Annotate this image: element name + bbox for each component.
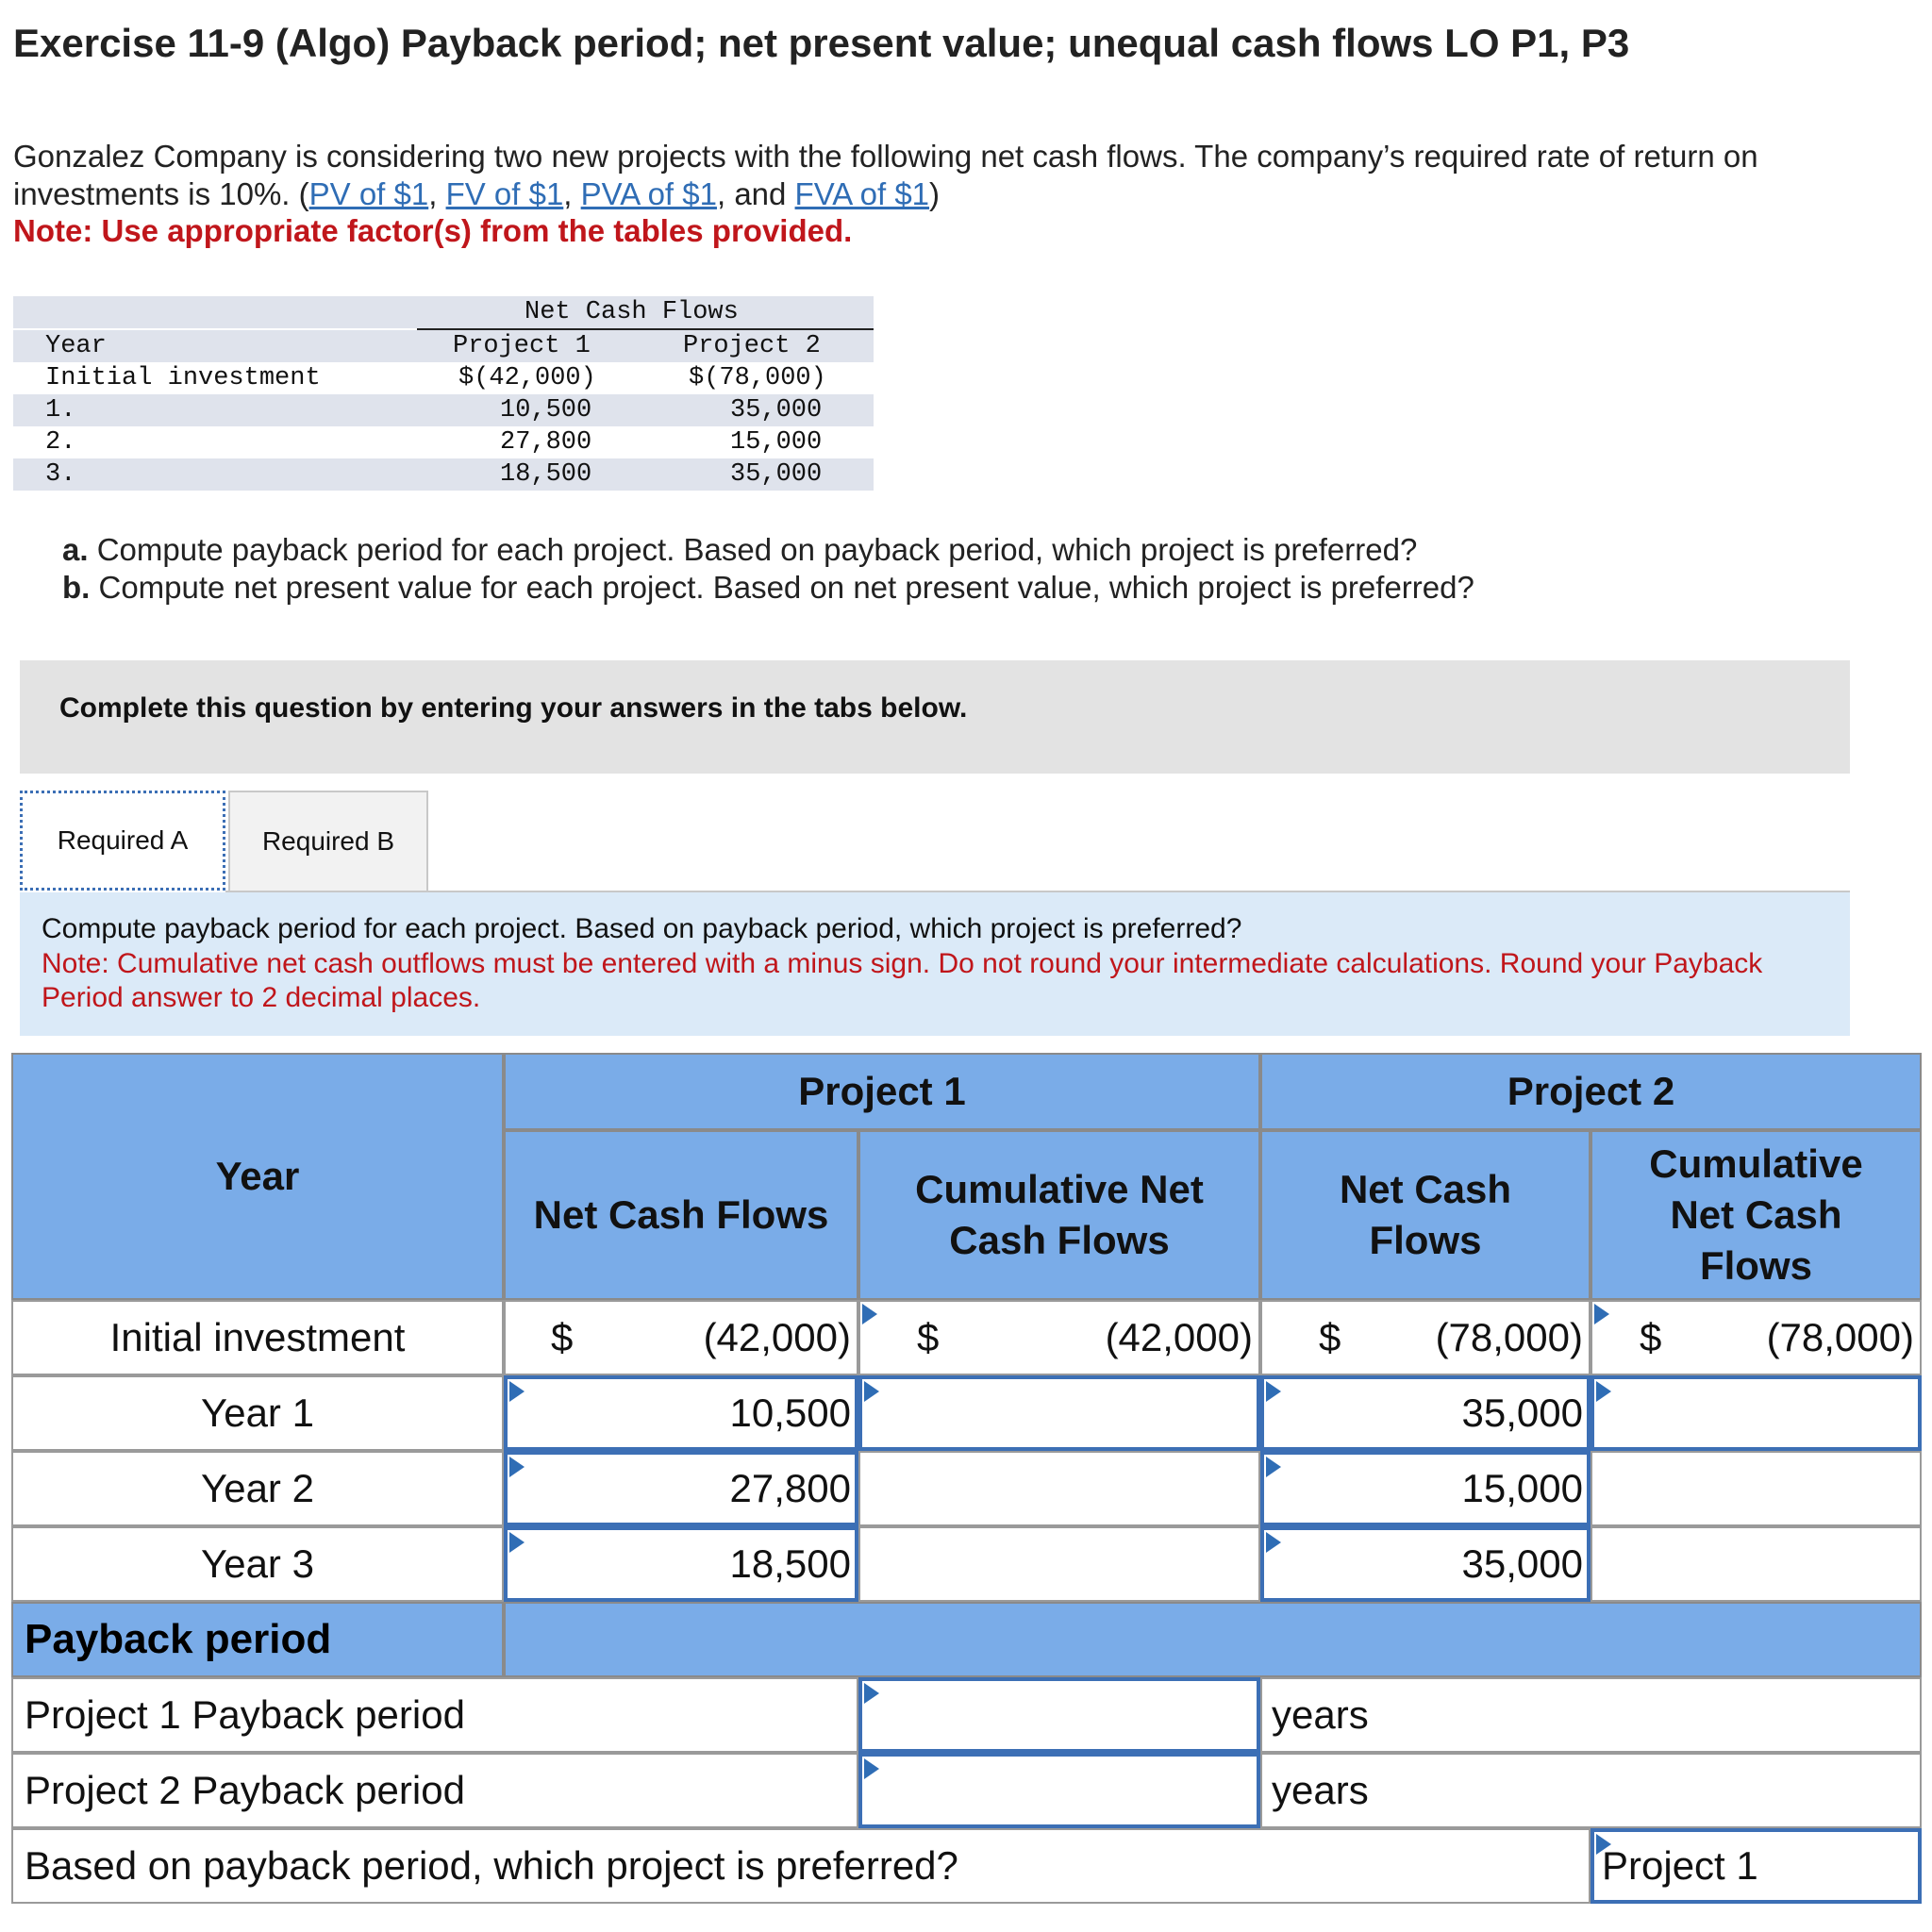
p2-year1-cumulative-input[interactable] (1591, 1375, 1922, 1451)
intro-text: Gonzalez Company is considering two new projects with the following net cash flows. The company’s required rate of return on investments is 10%. ( (13, 139, 1758, 211)
question-a (62, 532, 1417, 568)
p1-year1-ncf-input[interactable] (504, 1375, 858, 1451)
project2-title-text: Project 2 (1507, 1069, 1675, 1113)
input-marker-icon (1596, 1834, 1611, 1855)
p1-ncf-value: 10,500 (729, 1391, 851, 1435)
p2-cumulative-value: (78,000) (1766, 1315, 1914, 1359)
input-marker-icon (864, 1683, 879, 1704)
question-b (62, 570, 1474, 606)
p1-initial-cumulative (858, 1300, 1260, 1375)
given-p2-value: 15,000 (730, 428, 823, 457)
tab-required-b[interactable]: Required B (228, 791, 428, 891)
factor-note: Note: Use appropriate factor(s) from the tables provided. (13, 213, 853, 248)
net-cash-flows-header: Net Cash Flows (525, 298, 739, 326)
given-row (13, 362, 874, 394)
row-label-text: Year 3 (201, 1541, 314, 1586)
row-label-text: Year 1 (201, 1391, 314, 1435)
project1-header: Project 1 (453, 332, 591, 360)
project2-header: Project 2 (683, 332, 821, 360)
years-unit-text: years (1272, 1692, 1369, 1737)
input-marker-icon (864, 1381, 879, 1402)
year-column-header (11, 1053, 504, 1300)
pva-link[interactable]: PVA of $1 (580, 176, 717, 211)
p1-payback-label-text: Project 1 Payback period (25, 1692, 465, 1737)
p2-payback-label (11, 1753, 858, 1828)
p1-year2-cumulative (858, 1451, 1260, 1526)
p1-payback-input[interactable] (858, 1677, 1260, 1753)
given-row (13, 394, 874, 426)
p1-year3-ncf-input[interactable] (504, 1526, 858, 1602)
input-marker-icon (509, 1532, 525, 1553)
p1-year1-cumulative-input[interactable] (858, 1375, 1260, 1451)
currency-symbol: $ (1319, 1315, 1341, 1359)
exercise-title: Exercise 11-9 (Algo) Payback period; net present value; unequal cash flows LO P1, P3 (13, 21, 1630, 65)
row-label-text: Initial investment (109, 1315, 406, 1359)
tab-required-a[interactable]: Required A (20, 791, 225, 891)
p2-initial-cumulative (1591, 1300, 1922, 1375)
input-marker-icon (1596, 1381, 1611, 1402)
payback-period-header-text: Payback period (25, 1616, 332, 1662)
pv-link[interactable]: PV of $1 (308, 176, 429, 211)
p1-year3-cumulative (858, 1526, 1260, 1602)
given-p2-value: 35,000 (730, 396, 823, 425)
panel-note: Note: Cumulative net cash outflows must be entered with a minus sign. Do not round your intermediate calculations. Round your Payback Period answer to 2 decimal places. (42, 948, 1763, 1013)
p2-payback-input[interactable] (858, 1753, 1260, 1828)
given-row (13, 426, 874, 458)
p2-cumulative-header (1591, 1130, 1922, 1300)
p1-ncf-value: 18,500 (729, 1541, 851, 1586)
given-cash-flow-table (13, 296, 874, 492)
payback-period-header (11, 1602, 504, 1677)
preferred-project-label (11, 1828, 1591, 1904)
p1-payback-label (11, 1677, 858, 1753)
p2-ncf-value: 35,000 (1461, 1541, 1583, 1586)
project1-title-text: Project 1 (798, 1069, 966, 1113)
given-p1-value: 18,500 (500, 460, 592, 489)
p1-net-cash-flows-header (504, 1130, 858, 1300)
instruction-text: Complete this question by entering your answers in the tabs below. (59, 692, 968, 724)
p2-year3-ncf-input[interactable] (1260, 1526, 1591, 1602)
given-p1-value: 27,800 (500, 428, 592, 457)
given-p1-value: 10,500 (500, 396, 592, 425)
p1-year2-ncf-input[interactable] (504, 1451, 858, 1526)
preferred-project-label-text: Based on payback period, which project is preferred? (25, 1843, 958, 1888)
input-marker-icon (1594, 1304, 1609, 1324)
p2-year1-ncf-input[interactable] (1260, 1375, 1591, 1451)
p2-payback-unit (1260, 1753, 1922, 1828)
p1-ncf-value: (42,000) (703, 1315, 851, 1359)
project1-title (504, 1053, 1260, 1130)
preferred-project-select[interactable] (1591, 1828, 1922, 1904)
input-marker-icon (509, 1381, 525, 1402)
p2-net-cash-flows-header-text: Net Cash Flows (1339, 1167, 1512, 1262)
payback-answer-grid (11, 1053, 1922, 1909)
input-marker-icon (509, 1457, 525, 1477)
p1-initial-ncf (504, 1300, 858, 1375)
given-row-label: 2. (45, 428, 76, 457)
question-a-text: Compute payback period for each project. Based on payback period, which project is preferred? (96, 532, 1418, 567)
currency-symbol: $ (551, 1315, 574, 1359)
given-row-label: Initial investment (45, 364, 321, 392)
currency-symbol: $ (1640, 1315, 1662, 1359)
given-p1-value: $(42,000) (458, 364, 596, 392)
p2-net-cash-flows-header (1260, 1130, 1591, 1300)
given-row-label: 3. (45, 460, 76, 489)
row-label-year-3 (11, 1526, 504, 1602)
currency-symbol: $ (917, 1315, 940, 1359)
intro-end: ) (929, 176, 941, 211)
input-marker-icon (1266, 1532, 1281, 1553)
p2-ncf-value: (78,000) (1435, 1315, 1583, 1359)
p2-payback-label-text: Project 2 Payback period (25, 1768, 465, 1812)
p1-net-cash-flows-header-text: Net Cash Flows (533, 1192, 829, 1237)
given-row (13, 458, 874, 491)
fva-link[interactable]: FVA of $1 (794, 176, 930, 211)
input-marker-icon (1266, 1381, 1281, 1402)
p2-year3-cumulative (1591, 1526, 1922, 1602)
p1-cumulative-header-text: Cumulative Net Cash Flows (915, 1167, 1204, 1262)
p2-year2-cumulative (1591, 1451, 1922, 1526)
given-row-label: 1. (45, 396, 76, 425)
question-b-letter: b. (62, 570, 91, 605)
input-marker-icon (862, 1304, 877, 1324)
row-label-initial-investment (11, 1300, 504, 1375)
p2-year2-ncf-input[interactable] (1260, 1451, 1591, 1526)
input-marker-icon (864, 1758, 879, 1779)
question-b-text: Compute net present value for each project. Based on net present value, which project is preferred? (98, 570, 1474, 605)
question-a-letter: a. (62, 532, 89, 567)
preferred-project-value: Project 1 (1602, 1843, 1758, 1888)
input-marker-icon (1266, 1457, 1281, 1477)
payback-header-fill (504, 1602, 1922, 1677)
year-column-header-text: Year (215, 1154, 300, 1198)
p1-cumulative-header (858, 1130, 1260, 1300)
year-header: Year (45, 332, 107, 360)
p1-cumulative-value: (42,000) (1105, 1315, 1253, 1359)
years-unit-text: years (1272, 1768, 1369, 1812)
given-p2-value: 35,000 (730, 460, 823, 489)
panel-question: Compute payback period for each project. Based on payback period, which project is preferred? (42, 913, 1242, 944)
p1-payback-unit (1260, 1677, 1922, 1753)
row-label-text: Year 2 (201, 1466, 314, 1510)
p1-ncf-value: 27,800 (729, 1466, 851, 1510)
and-text: and (734, 176, 787, 211)
p2-ncf-value: 15,000 (1461, 1466, 1583, 1510)
p2-initial-ncf (1260, 1300, 1591, 1375)
given-p2-value: $(78,000) (689, 364, 826, 392)
p2-ncf-value: 35,000 (1461, 1391, 1583, 1435)
p2-cumulative-header-text: Cumulative Net Cash Flows (1649, 1141, 1863, 1288)
fv-link[interactable]: FV of $1 (445, 176, 564, 211)
row-label-year-1 (11, 1375, 504, 1451)
project2-title (1260, 1053, 1922, 1130)
intro-paragraph: Gonzalez Company is considering two new projects with the following net cash flows. The company’s required rate of return on investments is 10%. (PV of $1, FV of $1, PVA of $1, and FVA of $1) (13, 139, 1758, 211)
row-label-year-2 (11, 1451, 504, 1526)
